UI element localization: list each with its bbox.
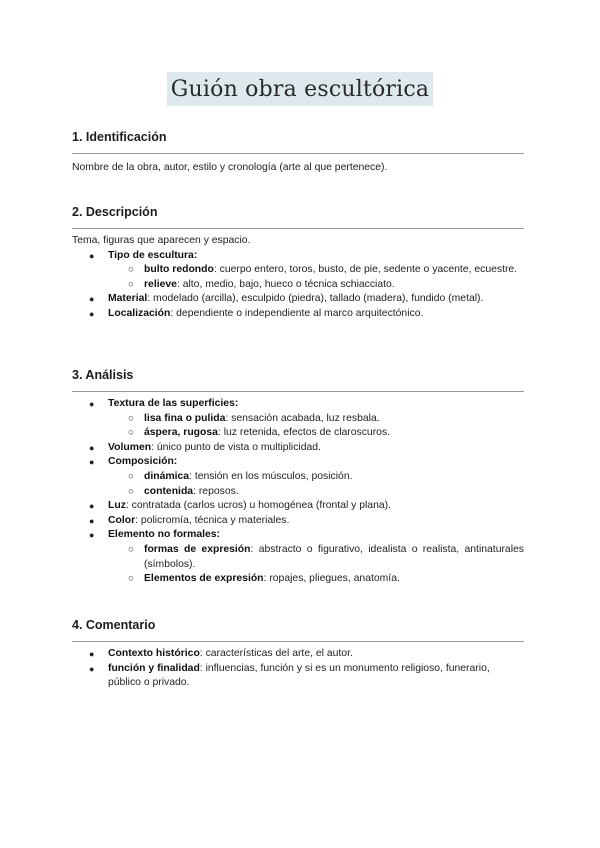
sub-list-item	[108, 278, 524, 293]
circle-bullet-icon: ○	[128, 264, 134, 276]
bullet-icon: ●	[89, 294, 95, 305]
item-label: relieve	[144, 278, 177, 290]
item-text: : contratada (carlos ucros) u homogénea (frontal y plana).	[125, 500, 391, 512]
item-label: contenida	[144, 485, 194, 497]
item-label: formas de expresión	[144, 543, 251, 555]
item-label: Elemento no formales:	[108, 529, 221, 541]
item-label: Contexto histórico	[108, 648, 200, 659]
item-text: : abstracto o figurativo, idealista o realista, antinaturales (símbolos).	[144, 543, 524, 570]
item-label: Volumen	[108, 441, 152, 453]
sub-list-item	[108, 470, 524, 485]
item-text: : características del arte, el autor.	[199, 648, 353, 659]
bullet-icon: ●	[89, 649, 95, 659]
bullet-icon: ●	[89, 515, 95, 526]
section-text: Nombre de la obra, autor, estilo y cronología (arte al que pertenece).	[72, 162, 388, 173]
sub-list	[108, 412, 524, 441]
item-label: Luz	[108, 500, 126, 512]
sub-list-item	[108, 543, 524, 572]
item-label: Elementos de expresión	[144, 573, 264, 585]
list-item	[72, 455, 524, 499]
bullet-icon: ●	[89, 530, 95, 541]
section-descripcion	[72, 205, 524, 322]
list-item	[72, 647, 524, 662]
item-label: Composición:	[108, 456, 178, 468]
section-heading: 1. Identificación	[72, 130, 524, 154]
bullet-list	[72, 249, 524, 322]
list-item	[72, 307, 524, 322]
section-heading: 2. Descripción	[72, 205, 524, 229]
item-text: : sensación acabada, luz resbala.	[225, 412, 380, 424]
item-text: : tensión en los músculos, posición.	[189, 470, 353, 482]
sub-list-item	[108, 426, 524, 441]
bullet-icon: ●	[89, 399, 95, 409]
circle-bullet-icon: ○	[128, 573, 134, 585]
item-text: : alto, medio, bajo, hueco o técnica schiacciato.	[176, 278, 395, 290]
bullet-list	[72, 397, 524, 587]
circle-bullet-icon: ○	[128, 427, 134, 439]
bullet-icon: ●	[89, 663, 95, 674]
circle-bullet-icon: ○	[128, 470, 134, 482]
list-item	[72, 397, 524, 441]
item-label: Tipo de escultura:	[108, 249, 198, 261]
item-label: Localización	[108, 307, 171, 319]
item-text: : único punto de vista o multiplicidad.	[151, 441, 321, 453]
section-analisis	[72, 368, 524, 587]
list-item	[72, 499, 524, 514]
circle-bullet-icon: ○	[128, 485, 134, 497]
title-wrap	[0, 72, 600, 106]
item-text: : dependiente o independiente al marco arquitectónico.	[170, 307, 424, 319]
item-label: bulto redondo	[144, 264, 214, 276]
item-label: Material	[108, 293, 148, 305]
list-item	[72, 249, 524, 293]
section-comentario	[72, 618, 524, 691]
list-item	[72, 528, 524, 586]
circle-bullet-icon: ○	[128, 543, 134, 555]
item-text: : policromía, técnica y materiales.	[135, 514, 290, 526]
item-text: : reposos.	[193, 485, 239, 497]
bullet-icon: ●	[89, 501, 95, 512]
item-text: : influencias, función y si es un monumento religioso, funerario, público o privado.	[108, 662, 490, 689]
item-text: : ropajes, pliegues, anatomía.	[263, 573, 400, 585]
sub-list-item	[108, 485, 524, 500]
sub-list	[108, 263, 524, 292]
list-item	[72, 441, 524, 456]
bullet-icon: ●	[89, 442, 95, 453]
item-label: función y finalidad	[108, 662, 200, 674]
bullet-icon: ●	[89, 457, 95, 468]
section-intro: Tema, figuras que aparecen y espacio.	[72, 235, 251, 246]
list-item	[72, 514, 524, 529]
list-item	[72, 662, 524, 691]
item-label: dinámica	[144, 470, 190, 482]
item-text: : cuerpo entero, toros, busto, de pie, sedente o yacente, ecuestre.	[213, 264, 518, 276]
sub-list-item	[108, 572, 524, 587]
circle-bullet-icon: ○	[128, 412, 134, 424]
item-label: Color	[108, 514, 136, 526]
item-label: lisa fina o pulida	[144, 412, 226, 424]
bullet-list	[72, 647, 524, 691]
section-heading: 4. Comentario	[72, 618, 524, 642]
page-title: Guión obra escultórica	[167, 72, 433, 106]
item-label: Textura de las superficies:	[108, 398, 239, 409]
item-text: : modelado (arcilla), esculpido (piedra), tallado (madera), fundido (metal).	[147, 293, 484, 305]
sub-list	[108, 543, 524, 587]
item-text: : luz retenida, efectos de claroscuros.	[217, 427, 391, 439]
section-heading: 3. Análisis	[72, 368, 524, 392]
sub-list-item	[108, 412, 524, 427]
circle-bullet-icon: ○	[128, 278, 134, 290]
sub-list-item	[108, 263, 524, 278]
bullet-icon: ●	[89, 250, 95, 261]
item-label: áspera, rugosa	[144, 427, 218, 439]
bullet-icon: ●	[89, 308, 95, 319]
sub-list	[108, 470, 524, 499]
list-item	[72, 292, 524, 307]
section-identificacion	[72, 130, 524, 176]
